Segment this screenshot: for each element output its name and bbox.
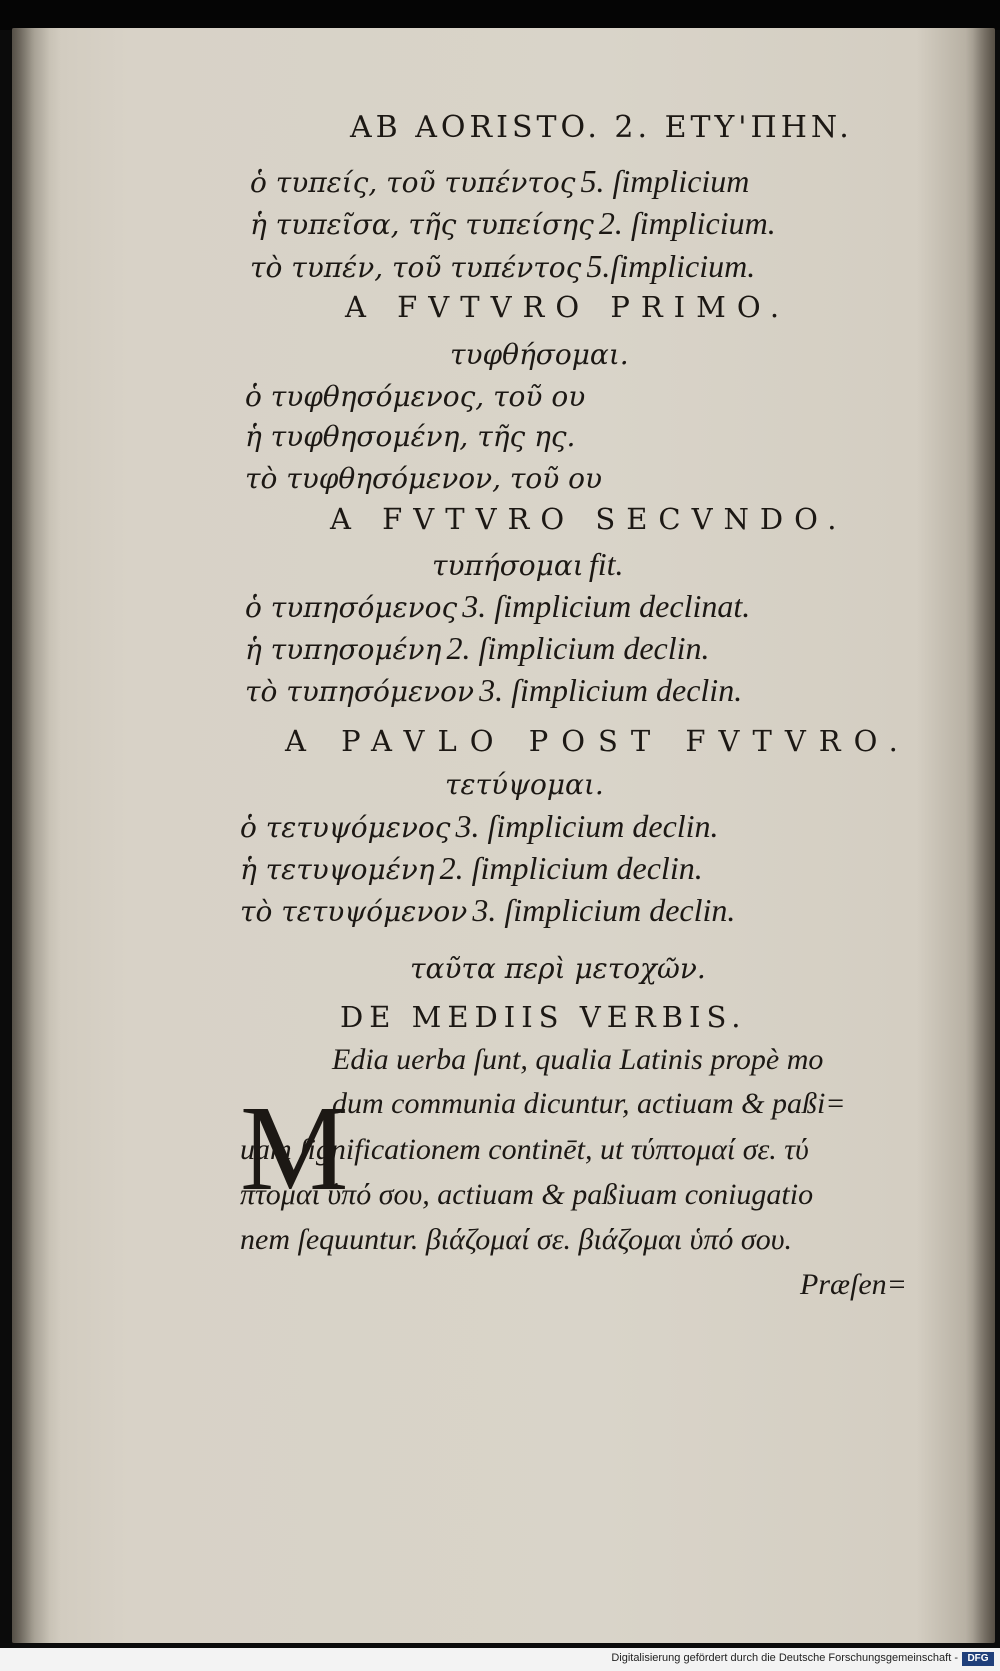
- greek-text: τὸ τυπησόμενον: [245, 675, 475, 708]
- scanner-top-band: [0, 0, 1000, 30]
- paragraph-line-1: Edia uerba ſunt, qualia Latinis propè mo: [332, 1043, 824, 1076]
- closing-greek-line: ταῦτα περὶ μετοχῶν.: [410, 952, 706, 985]
- participle-line-1: [250, 163, 749, 200]
- greek-text: τὸ τετυψόμενον: [240, 895, 468, 928]
- greek-text: ἡ τετυψομένη: [240, 853, 435, 886]
- paragraph-line-2: dum communia dicuntur, actiuam & paßi=: [332, 1087, 846, 1120]
- future-2-line-1: [245, 588, 750, 625]
- greek-text: ὁ τυπείς, τοῦ τυπέντος: [250, 166, 576, 199]
- paragraph-line-3: uam ſignificationem continēt, ut τύπτομαί σε. τύ: [240, 1133, 809, 1166]
- future-2-line-3: [245, 672, 742, 709]
- drop-cap-initial: M: [240, 1081, 349, 1216]
- latin-text: 3. ſimplicium declinat.: [462, 588, 751, 624]
- greek-text: ὁ τυπησόμενος: [245, 591, 458, 624]
- greek-verb-future-1: τυφθήσομαι.: [450, 338, 629, 371]
- latin-text: 3. ſimplicium declin.: [455, 808, 719, 844]
- future-2-line-2: [245, 630, 710, 667]
- paragraph-line-4: πτομαι ὑπό σου, actiuam & paßiuam coniugatio: [240, 1178, 814, 1211]
- participle-line-2: [250, 205, 776, 242]
- latin-text: 5. ſimplicium: [580, 163, 750, 199]
- paragraph-line-5: nem ſequuntur. βιάζομαί σε. βιάζομαι ὑπό σου.: [240, 1223, 792, 1256]
- page-edge: [973, 28, 995, 1643]
- greek-text: τυπήσομαι: [432, 549, 584, 582]
- section-heading-de-mediis-verbis: DE MEDIIS VERBIS.: [340, 1000, 747, 1034]
- latin-text: 2. ſimplicium declin.: [439, 850, 703, 886]
- running-head: AB AORISTO. 2. ETY'ΠHN.: [350, 110, 853, 145]
- latin-text: fit.: [588, 546, 624, 582]
- section-heading-paulo-post-futuro: A PAVLO POST FVTVRO.: [285, 724, 911, 758]
- greek-verb-paulo-post-futuro: τετύψομαι.: [445, 768, 604, 801]
- catchword: Præſen=: [800, 1268, 907, 1301]
- gutter-shadow: [12, 28, 50, 1643]
- section-heading-future-2: A FVTVRO SECVNDO.: [330, 502, 848, 536]
- section-heading-future-1: A FVTVRO PRIMO.: [345, 290, 791, 324]
- latin-text: 2. ſimplicium.: [598, 205, 776, 241]
- funding-notice: Digitalisierung gefördert durch die Deutsche Forschungsgemeinschaft -: [611, 1652, 958, 1664]
- future-1-line-3: τὸ τυφθησόμενον, τοῦ ου: [245, 462, 603, 495]
- future-1-line-2: ἡ τυφθησομένη, τῆς ης.: [245, 420, 576, 453]
- greek-text: ἡ τυπεῖσα, τῆς τυπείσης: [250, 208, 594, 241]
- latin-text: 3. ſimplicium declin.: [472, 892, 736, 928]
- latin-text: 2. ſimplicium declin.: [446, 630, 710, 666]
- ppf-line-1: [240, 808, 719, 845]
- dfg-logo: DFG: [962, 1652, 994, 1666]
- latin-text: 3. ſimplicium declin.: [479, 672, 743, 708]
- greek-text: τὸ τυπέν, τοῦ τυπέντος: [250, 251, 582, 284]
- greek-text: ὁ τετυψόμενος: [240, 811, 451, 844]
- greek-verb-future-2: [432, 546, 624, 583]
- participle-line-3: [250, 248, 755, 285]
- latin-text: 5.ſimplicium.: [586, 248, 756, 284]
- greek-text: ἡ τυπησομένη: [245, 633, 442, 666]
- digitization-footer: [0, 1648, 1000, 1671]
- ppf-line-3: [240, 892, 735, 929]
- future-1-line-1: ὁ τυφθησόμενος, τοῦ ου: [245, 380, 586, 413]
- ppf-line-2: [240, 850, 703, 887]
